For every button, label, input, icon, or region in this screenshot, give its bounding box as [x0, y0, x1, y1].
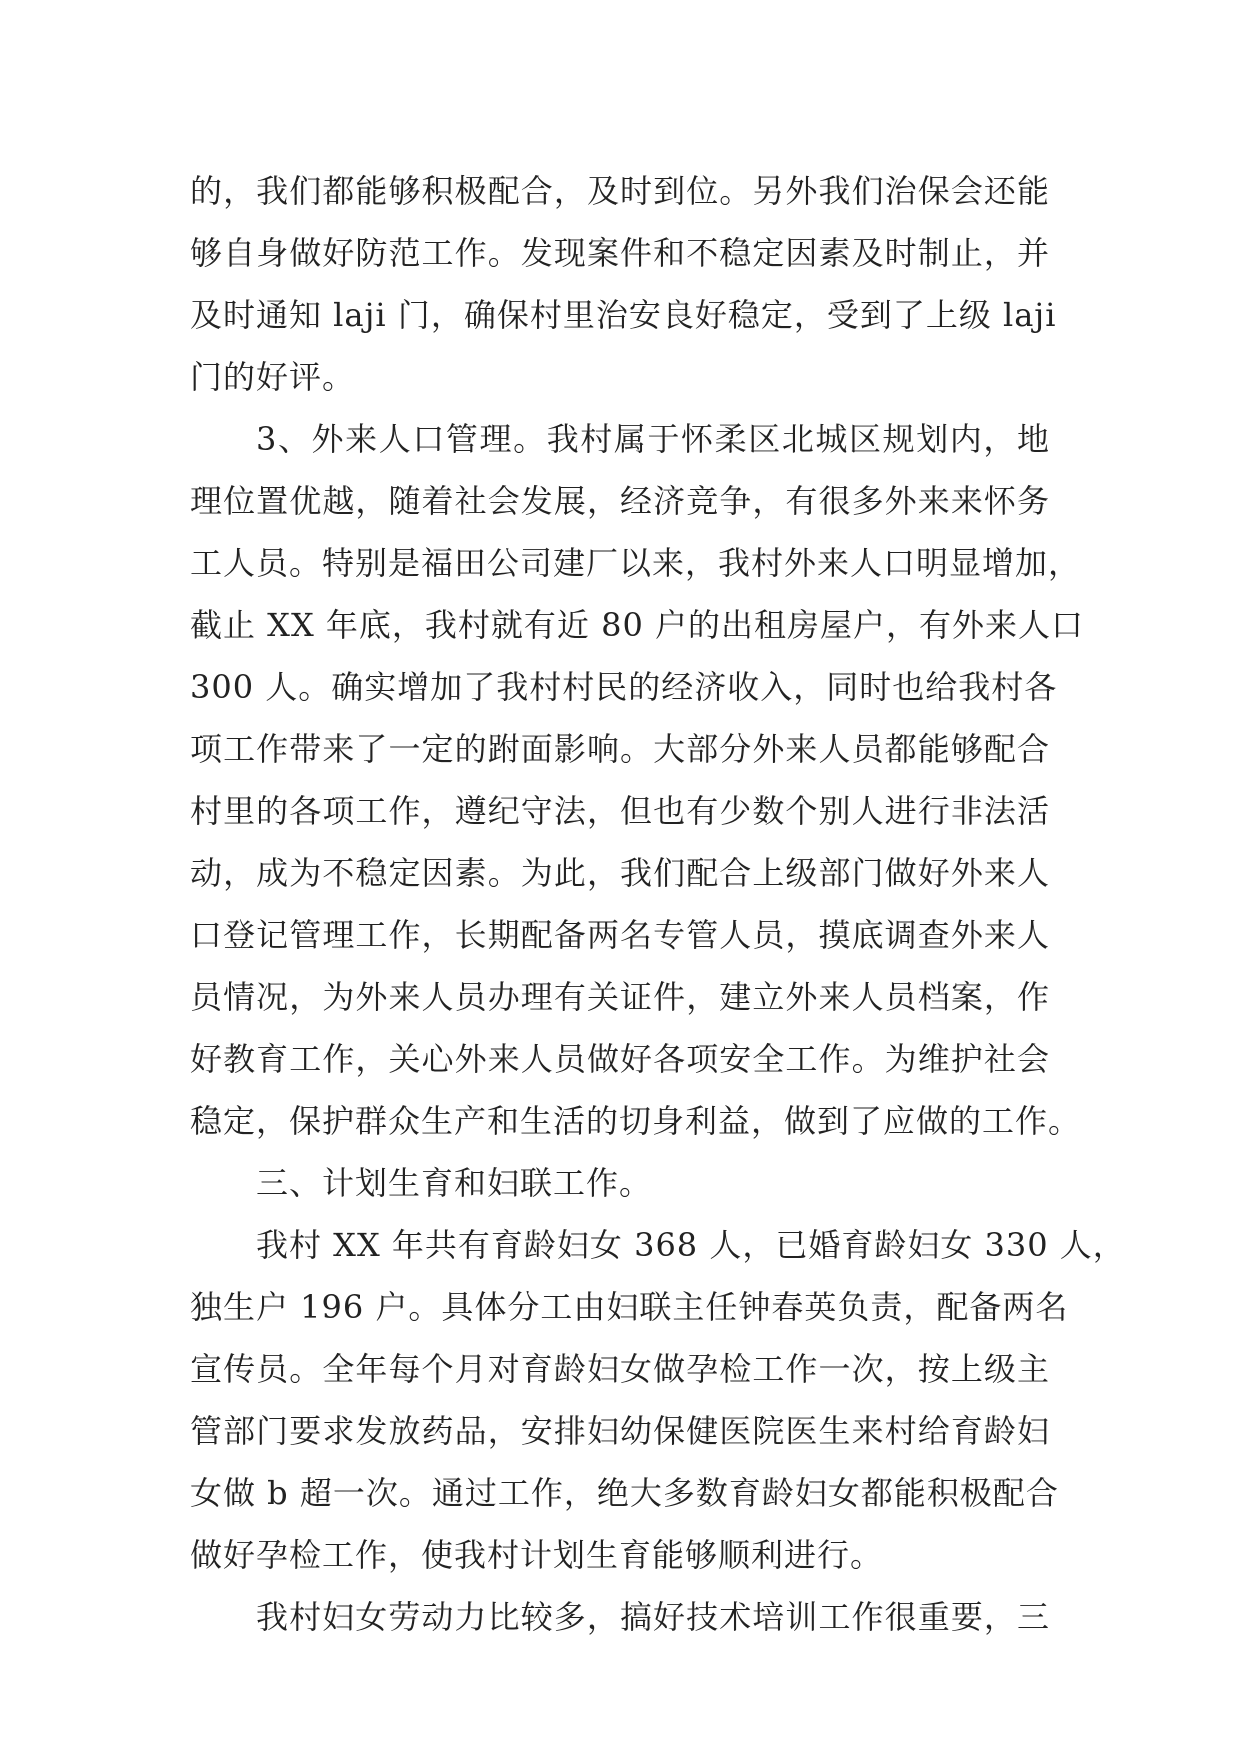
text-line: 宣传员。全年每个月对育龄妇女做孕检工作一次，按上级主 [190, 1350, 1050, 1388]
text-line: 员情况，为外来人员办理有关证件，建立外来人员档案，作 [190, 978, 1050, 1016]
text-line: 截止 XX 年底，我村就有近 80 户的出租房屋户，有外来人口 [190, 606, 1084, 644]
text-line: 门的好评。 [190, 358, 356, 396]
text-line: 做好孕检工作，使我村计划生育能够顺利进行。 [190, 1536, 884, 1574]
text-line: 动，成为不稳定因素。为此，我们配合上级部门做好外来人 [190, 854, 1050, 892]
text-line: 3、外来人口管理。我村属于怀柔区北城区规划内，地 [256, 420, 1050, 458]
text-line: 村里的各项工作，遵纪守法，但也有少数个别人进行非法活 [190, 792, 1050, 830]
body-text [190, 160, 1126, 1648]
text-line: 独生户 196 户。具体分工由妇联主任钟春英负责，配备两名 [190, 1288, 1069, 1326]
text-line: 口登记管理工作，长期配备两名专管人员，摸底调查外来人 [190, 916, 1050, 954]
text-line: 300 人。确实增加了我村村民的经济收入，同时也给我村各 [190, 668, 1058, 706]
text-line: 好教育工作，关心外来人员做好各项安全工作。为维护社会 [190, 1040, 1050, 1078]
text-line: 我村妇女劳动力比较多，搞好技术培训工作很重要，三 [256, 1598, 1050, 1636]
text-line: 理位置优越，随着社会发展，经济竞争，有很多外来来怀务 [190, 482, 1050, 520]
text-line: 稳定，保护群众生产和生活的切身利益，做到了应做的工作。 [190, 1102, 1082, 1140]
text-line: 够自身做好防范工作。发现案件和不稳定因素及时制止，并 [190, 234, 1050, 272]
section-heading: 三、计划生育和妇联工作。 [256, 1164, 653, 1202]
text-line: 及时通知 laji 门，确保村里治安良好稳定，受到了上级 laji [190, 296, 1057, 334]
text-line: 项工作带来了一定的跗面影响。大部分外来人员都能够配合 [190, 730, 1050, 768]
text-line: 工人员。特别是福田公司建厂以来，我村外来人口明显增加， [190, 544, 1082, 582]
text-line: 女做 b 超一次。通过工作，绝大多数育龄妇女都能积极配合 [190, 1474, 1059, 1512]
text-line: 的，我们都能够积极配合，及时到位。另外我们治保会还能 [190, 172, 1050, 210]
text-line: 管部门要求发放药品，安排妇幼保健医院医生来村给育龄妇 [190, 1412, 1050, 1450]
text-line: 我村 XX 年共有育龄妇女 368 人，已婚育龄妇女 330 人， [256, 1226, 1126, 1264]
